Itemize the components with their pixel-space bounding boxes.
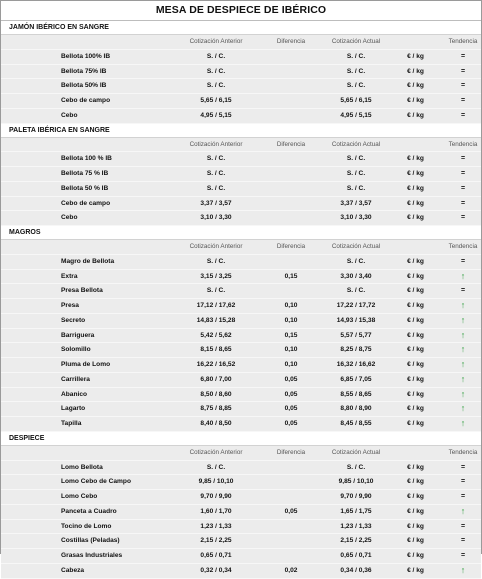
cell-anterior: S. / C. <box>206 82 226 90</box>
cell-anterior: 3,15 / 3,25 <box>200 272 232 280</box>
cell-unit: € / kg <box>407 331 424 339</box>
cell-anterior: S. / C. <box>206 257 226 265</box>
cell-unit: € / kg <box>407 361 424 368</box>
equal-icon: = <box>460 52 466 60</box>
arrow-up-icon: ↑ <box>460 388 466 399</box>
cell-unit: € / kg <box>407 155 424 163</box>
arrow-up-icon: ↑ <box>460 359 466 369</box>
column-header-diferencia: Diferencia <box>276 448 306 456</box>
cell-name: Grasas Industriales <box>61 552 123 559</box>
cell-unit: € / kg <box>407 566 424 574</box>
cell-diferencia: 0,10 <box>284 346 298 354</box>
table-row <box>1 79 481 94</box>
cell-unit: € / kg <box>407 257 424 265</box>
cell-anterior: S. / C. <box>206 287 226 295</box>
column-header-row <box>1 138 481 153</box>
cell-unit: € / kg <box>407 522 424 530</box>
cell-actual: 5,57 / 5,77 <box>340 331 372 339</box>
cell-diferencia: 0,10 <box>284 316 298 324</box>
table-row <box>1 211 481 226</box>
column-header-diferencia: Diferencia <box>276 243 306 250</box>
cell-anterior: 17,12 / 17,62 <box>196 302 236 309</box>
column-header-tendencia: Tendencia <box>448 243 478 250</box>
arrow-up-icon: ↑ <box>460 329 466 340</box>
table-row <box>1 255 481 270</box>
cell-name: Bellota 100% IB <box>61 52 111 60</box>
table-row <box>1 314 481 329</box>
arrow-up-icon: ↑ <box>460 505 466 516</box>
cell-name: Tapilla <box>61 420 82 427</box>
equal-icon: = <box>460 97 466 104</box>
cell-name: Bellota 75 % IB <box>61 170 109 177</box>
column-header-row <box>1 35 481 50</box>
column-header-row <box>1 240 481 255</box>
cell-name: Magro de Bellota <box>61 257 115 265</box>
cell-unit: € / kg <box>407 316 424 324</box>
cell-actual: 6,85 / 7,05 <box>340 375 372 383</box>
cell-actual: 2,15 / 2,25 <box>340 537 372 545</box>
cell-actual: 0,65 / 0,71 <box>340 552 372 559</box>
cell-actual: 4,95 / 5,15 <box>340 111 372 119</box>
table-row <box>1 534 481 549</box>
cell-name: Barriguera <box>61 331 95 339</box>
table-row <box>1 490 481 505</box>
cell-anterior: 8,40 / 8,50 <box>200 420 232 427</box>
cell-unit: € / kg <box>407 214 424 222</box>
cell-unit: € / kg <box>407 346 424 354</box>
cell-anterior: 6,80 / 7,00 <box>200 375 232 383</box>
column-header-diferencia: Diferencia <box>276 140 306 148</box>
cell-anterior: 8,75 / 8,85 <box>200 405 232 413</box>
section-heading: PALETA IBÉRICA EN SANGRE <box>1 124 481 138</box>
table-row <box>1 388 481 403</box>
equal-icon: = <box>460 82 466 90</box>
cell-anterior: 0,65 / 0,71 <box>200 552 232 559</box>
cell-unit: € / kg <box>407 507 424 515</box>
cell-anterior: 1,60 / 1,70 <box>200 507 232 515</box>
cell-unit: € / kg <box>407 67 424 75</box>
cell-anterior: 4,95 / 5,15 <box>200 111 232 119</box>
cell-actual: 9,70 / 9,90 <box>340 493 372 500</box>
table-row <box>1 94 481 109</box>
column-header-anterior: Cotización Anterior <box>189 448 243 456</box>
cell-name: Carrillera <box>61 375 90 383</box>
cell-anterior: 14,83 / 15,28 <box>196 316 236 324</box>
cell-unit: € / kg <box>407 170 424 177</box>
equal-icon: = <box>460 552 466 559</box>
cell-anterior: 1,23 / 1,33 <box>200 522 232 530</box>
arrow-up-icon: ↑ <box>460 344 466 355</box>
cell-name: Tocino de Lomo <box>61 522 112 530</box>
cell-name: Cebo <box>61 111 78 119</box>
cell-name: Cebo <box>61 214 78 222</box>
cell-anterior: 16,22 / 16,52 <box>196 361 236 368</box>
cell-name: Bellota 50 % IB <box>61 184 109 192</box>
cell-diferencia: 0,02 <box>284 566 298 574</box>
cell-anterior: 9,85 / 10,10 <box>198 478 234 486</box>
equal-icon: = <box>460 111 466 119</box>
cell-name: Presa <box>61 302 79 309</box>
equal-icon: = <box>460 184 466 192</box>
table-row <box>1 197 481 212</box>
cell-name: Bellota 75% IB <box>61 67 107 75</box>
cell-actual: S. / C. <box>346 463 366 471</box>
cell-unit: € / kg <box>407 493 424 500</box>
cell-diferencia: 0,05 <box>284 507 298 515</box>
cell-actual: 1,23 / 1,33 <box>340 522 372 530</box>
cell-unit: € / kg <box>407 184 424 192</box>
cell-actual: S. / C. <box>346 52 366 60</box>
cell-unit: € / kg <box>407 82 424 90</box>
cell-name: Costillas (Peladas) <box>61 537 120 545</box>
equal-icon: = <box>460 287 466 295</box>
arrow-up-icon: ↑ <box>460 373 466 384</box>
cell-name: Bellota 100 % IB <box>61 155 112 163</box>
cell-actual: 14,93 / 15,38 <box>336 316 376 324</box>
cell-anterior: 9,70 / 9,90 <box>200 493 232 500</box>
cell-unit: € / kg <box>407 537 424 545</box>
cell-unit: € / kg <box>407 405 424 413</box>
table-row <box>1 373 481 388</box>
cell-name: Solomillo <box>61 346 91 354</box>
cell-diferencia: 0,10 <box>284 361 298 368</box>
cell-actual: 5,65 / 6,15 <box>340 97 372 104</box>
cell-anterior: 8,15 / 8,65 <box>200 346 232 354</box>
cell-actual: S. / C. <box>346 170 366 177</box>
arrow-up-icon: ↑ <box>460 314 466 325</box>
cell-name: Lomo Cebo de Campo <box>61 478 131 486</box>
cell-diferencia: 0,15 <box>284 331 298 339</box>
table-row <box>1 475 481 490</box>
column-header-actual: Cotización Actual <box>331 448 381 456</box>
cell-unit: € / kg <box>407 463 424 471</box>
table-row <box>1 167 481 182</box>
equal-icon: = <box>460 214 466 222</box>
cell-unit: € / kg <box>407 52 424 60</box>
cell-anterior: S. / C. <box>206 463 226 471</box>
cell-diferencia: 0,05 <box>284 390 298 398</box>
cell-actual: 16,32 / 16,62 <box>336 361 376 368</box>
cell-actual: S. / C. <box>346 155 366 163</box>
table-row <box>1 343 481 358</box>
cell-unit: € / kg <box>407 287 424 295</box>
cell-name: Extra <box>61 272 78 280</box>
column-header-anterior: Cotización Anterior <box>189 243 243 250</box>
cell-actual: 9,85 / 10,10 <box>338 478 374 486</box>
cell-unit: € / kg <box>407 390 424 398</box>
cell-name: Lomo Cebo <box>61 493 98 500</box>
cell-actual: S. / C. <box>346 287 366 295</box>
cell-unit: € / kg <box>407 375 424 383</box>
equal-icon: = <box>460 257 466 265</box>
table-row <box>1 270 481 285</box>
cell-anterior: S. / C. <box>206 155 226 163</box>
equal-icon: = <box>460 67 466 75</box>
cell-actual: 8,80 / 8,90 <box>340 405 372 413</box>
column-header-actual: Cotización Actual <box>331 243 381 250</box>
arrow-up-icon: ↑ <box>460 270 466 281</box>
column-header-diferencia: Diferencia <box>276 38 306 45</box>
cell-actual: S. / C. <box>346 184 366 192</box>
column-header-tendencia: Tendencia <box>448 140 478 148</box>
cell-name: Abanico <box>61 390 88 398</box>
section-heading: DESPIECE <box>1 432 481 446</box>
sections-container <box>1 21 481 579</box>
cell-anterior: 8,50 / 8,60 <box>200 390 232 398</box>
table-row <box>1 329 481 344</box>
cell-unit: € / kg <box>407 272 424 280</box>
column-header-actual: Cotización Actual <box>331 38 381 45</box>
cell-name: Lomo Bellota <box>61 463 103 471</box>
equal-icon: = <box>460 537 466 545</box>
cell-diferencia: 0,05 <box>284 375 298 383</box>
table-row <box>1 417 481 432</box>
cell-name: Bellota 50% IB <box>61 82 107 90</box>
cell-actual: 17,22 / 17,72 <box>336 302 376 309</box>
cell-unit: € / kg <box>407 97 424 104</box>
cell-actual: S. / C. <box>346 257 366 265</box>
table-row <box>1 65 481 80</box>
cell-anterior: 0,32 / 0,34 <box>200 566 232 574</box>
table-row <box>1 182 481 197</box>
cell-actual: 0,34 / 0,36 <box>340 566 372 574</box>
section-heading: JAMÓN IBÉRICO EN SANGRE <box>1 21 481 35</box>
cell-name: Pluma de Lomo <box>61 361 111 368</box>
equal-icon: = <box>460 478 466 486</box>
cell-unit: € / kg <box>407 552 424 559</box>
table-row <box>1 461 481 476</box>
cell-unit: € / kg <box>407 199 424 207</box>
cell-diferencia: 0,10 <box>284 302 298 309</box>
cell-anterior: S. / C. <box>206 52 226 60</box>
cell-actual: 8,55 / 8,65 <box>340 390 372 398</box>
table-row <box>1 505 481 520</box>
cell-actual: S. / C. <box>346 67 366 75</box>
equal-icon: = <box>460 199 466 207</box>
column-header-tendencia: Tendencia <box>448 38 478 45</box>
equal-icon: = <box>460 170 466 177</box>
cell-diferencia: 0,05 <box>284 405 298 413</box>
cell-unit: € / kg <box>407 478 424 486</box>
column-header-row <box>1 446 481 461</box>
cell-actual: 8,45 / 8,55 <box>340 420 372 427</box>
cell-unit: € / kg <box>407 420 424 427</box>
cell-name: Cebo de campo <box>61 199 111 207</box>
cell-unit: € / kg <box>407 302 424 309</box>
cell-actual: 3,10 / 3,30 <box>340 214 372 222</box>
cell-actual: 3,30 / 3,40 <box>340 272 372 280</box>
table-row <box>1 284 481 299</box>
cell-actual: S. / C. <box>346 82 366 90</box>
arrow-up-icon: ↑ <box>460 564 466 575</box>
cell-actual: 3,37 / 3,57 <box>340 199 372 207</box>
cell-unit: € / kg <box>407 111 424 119</box>
cell-diferencia: 0,05 <box>284 420 298 427</box>
table-row <box>1 402 481 417</box>
cell-anterior: 3,10 / 3,30 <box>200 214 232 222</box>
equal-icon: = <box>460 463 466 471</box>
equal-icon: = <box>460 155 466 163</box>
table-row <box>1 299 481 314</box>
section-heading: MAGROS <box>1 226 481 240</box>
cell-anterior: 5,65 / 6,15 <box>200 97 232 104</box>
table-row <box>1 549 481 564</box>
table-row <box>1 564 481 579</box>
cell-name: Cabeza <box>61 566 85 574</box>
column-header-tendencia: Tendencia <box>448 448 478 456</box>
cell-actual: 8,25 / 8,75 <box>340 346 372 354</box>
arrow-up-icon: ↑ <box>460 300 466 310</box>
cell-anterior: 3,37 / 3,57 <box>200 199 232 207</box>
cell-name: Panceta a Cuadro <box>61 507 117 515</box>
equal-icon: = <box>460 522 466 530</box>
page-title: MESA DE DESPIECE DE IBÉRICO <box>1 1 481 21</box>
cell-anterior: S. / C. <box>206 170 226 177</box>
table-row <box>1 520 481 535</box>
table-row <box>1 152 481 167</box>
cell-anterior: 2,15 / 2,25 <box>200 537 232 545</box>
column-header-anterior: Cotización Anterior <box>189 140 243 148</box>
cell-name: Secreto <box>61 316 86 324</box>
cell-actual: 1,65 / 1,75 <box>340 507 372 515</box>
table-row <box>1 109 481 124</box>
cell-diferencia: 0,15 <box>284 272 298 280</box>
table-row <box>1 50 481 65</box>
table-row <box>1 358 481 373</box>
column-header-anterior: Cotización Anterior <box>189 38 243 45</box>
cell-anterior: 5,42 / 5,62 <box>200 331 232 339</box>
cell-anterior: S. / C. <box>206 67 226 75</box>
arrow-up-icon: ↑ <box>460 418 466 428</box>
cell-name: Lagarto <box>61 405 86 413</box>
column-header-actual: Cotización Actual <box>331 140 381 148</box>
arrow-up-icon: ↑ <box>460 403 466 414</box>
cell-name: Cebo de campo <box>61 97 111 104</box>
cell-anterior: S. / C. <box>206 184 226 192</box>
cell-name: Presa Bellota <box>61 287 103 295</box>
equal-icon: = <box>460 493 466 500</box>
